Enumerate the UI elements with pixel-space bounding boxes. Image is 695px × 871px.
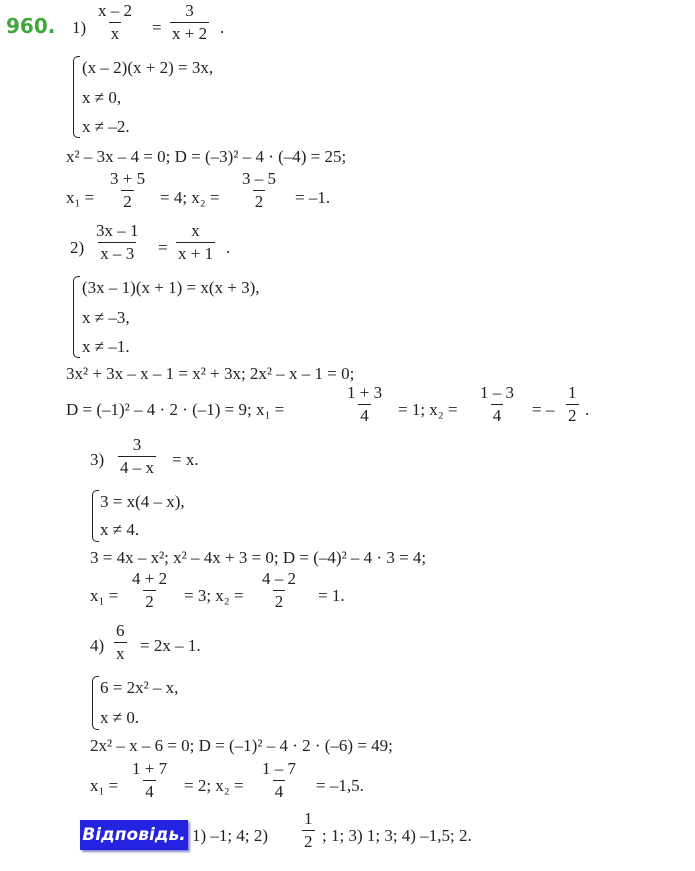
part2-line2: D = (–1)² – 4 · 2 · (–1) = 9; x₁ = xyxy=(66,400,285,419)
fraction-numerator: 1 xyxy=(304,809,313,828)
part2-system-line3: x ≠ –1. xyxy=(82,337,130,356)
fraction-denominator: x + 2 xyxy=(172,24,208,43)
fraction-numerator: 3 – 5 xyxy=(242,169,276,188)
part4-x2-fraction xyxy=(260,760,298,801)
part1-x1-result: = 4; x₂ = xyxy=(160,188,220,207)
answer-fraction xyxy=(302,810,315,851)
part4-eq-rhs: = 2x – 1. xyxy=(140,636,201,655)
part4-label: 4) xyxy=(90,636,105,655)
part4-x1-result: = 2; x₂ = xyxy=(184,776,244,795)
part3-eq-rhs: = x. xyxy=(172,450,199,469)
part1-label: 1) xyxy=(72,18,87,37)
fraction-denominator: x + 1 xyxy=(178,244,214,263)
part3-system-line1: 3 = x(4 – x), xyxy=(100,492,185,511)
fraction-numerator: 3 xyxy=(132,435,142,454)
period: . xyxy=(585,400,590,419)
fraction-numerator: 3 + 5 xyxy=(110,169,146,188)
fraction-numerator: 1 + 7 xyxy=(132,759,168,778)
equals-sign: = xyxy=(158,238,168,257)
fraction-denominator: x – 3 xyxy=(100,244,135,263)
fraction-denominator: 2 xyxy=(145,592,154,611)
answer-text: 1) –1; 4; 2) xyxy=(192,826,269,845)
part2-x2-result: = – xyxy=(532,400,555,419)
fraction-numerator: 1 xyxy=(568,383,577,402)
answer-rest: ; 1; 3) 1; 3; 4) –1,5; 2. xyxy=(322,826,472,845)
part1-system-line3: x ≠ –2. xyxy=(82,117,130,136)
part1-eq-lhs xyxy=(96,2,134,43)
part4-x2-result: = –1,5. xyxy=(316,776,364,795)
part4-system-line2: x ≠ 0. xyxy=(100,708,140,727)
fraction-denominator: 2 xyxy=(304,832,313,851)
part4-system-line1: 6 = 2x² – x, xyxy=(100,678,179,697)
fraction-numerator: 1 – 7 xyxy=(262,759,296,778)
part1-x1-label: x₁ = xyxy=(66,188,95,207)
system-brace xyxy=(73,276,80,358)
fraction-denominator: 4 xyxy=(492,406,502,425)
part1-system-line2: x ≠ 0, xyxy=(82,88,122,107)
part2-system-line2: x ≠ –3, xyxy=(82,308,130,327)
fraction-denominator: 2 xyxy=(568,406,577,425)
part2-x1-result: = 1; x₂ = xyxy=(398,400,458,419)
fraction-denominator: 2 xyxy=(123,192,132,211)
fraction-denominator: 4 xyxy=(274,782,284,801)
problem-number: 960. xyxy=(6,14,56,38)
part3-eq-lhs xyxy=(118,436,156,477)
part3-x1-label: x₁ = xyxy=(90,586,119,605)
fraction-denominator: 2 xyxy=(254,192,264,211)
part3-system-line2: x ≠ 4. xyxy=(100,520,140,539)
fraction-denominator: x xyxy=(116,644,125,663)
part2-label: 2) xyxy=(70,238,85,257)
part4-x1-label: x₁ = xyxy=(90,776,119,795)
system-brace xyxy=(92,676,99,730)
equals-sign: = xyxy=(152,18,162,37)
fraction-numerator: 3 xyxy=(185,1,194,20)
part1-x1-fraction xyxy=(108,170,147,211)
part1-x2-fraction xyxy=(240,170,278,211)
system-brace xyxy=(73,56,80,138)
fraction-numerator: 4 – 2 xyxy=(262,569,296,588)
fraction-numerator: 4 + 2 xyxy=(132,569,168,588)
part1-system-line1: (x – 2)(x + 2) = 3x, xyxy=(82,58,214,77)
part3-label: 3) xyxy=(90,450,105,469)
part4-line1: 2x² – x – 6 = 0; D = (–1)² – 4 · 2 · (–6) = 49; xyxy=(90,736,393,755)
part2-x2-final-fraction xyxy=(566,384,579,425)
part4-eq-lhs xyxy=(114,622,127,663)
part2-eq-rhs xyxy=(176,222,215,263)
part2-system-line1: (3x – 1)(x + 1) = x(x + 3), xyxy=(82,278,260,297)
fraction-denominator: 2 xyxy=(274,592,284,611)
fraction-numerator: 6 xyxy=(116,621,125,640)
part2-eq-lhs xyxy=(94,222,141,263)
part3-x2-result: = 1. xyxy=(318,586,345,605)
part1-eq-rhs xyxy=(170,2,209,43)
part3-x1-fraction xyxy=(130,570,169,611)
fraction-numerator: 1 – 3 xyxy=(480,383,514,402)
period: . xyxy=(220,18,225,37)
fraction-numerator: x – 2 xyxy=(98,1,132,20)
fraction-numerator: 1 + 3 xyxy=(347,383,383,402)
fraction-numerator: 3x – 1 xyxy=(96,221,139,240)
part4-x1-fraction xyxy=(130,760,169,801)
period: . xyxy=(226,238,231,257)
part2-x2-fraction xyxy=(478,384,516,425)
fraction-denominator: 4 – x xyxy=(120,458,154,477)
fraction-denominator: 4 xyxy=(360,406,369,425)
fraction-denominator: x xyxy=(110,24,120,43)
part1-x2-result: = –1. xyxy=(295,188,331,207)
part3-x2-fraction xyxy=(260,570,298,611)
fraction-denominator: 4 xyxy=(145,782,154,801)
answer-label: Відповідь. xyxy=(80,820,188,850)
part3-line1: 3 = 4x – x²; x² – 4x + 3 = 0; D = (–4)² – 4 · 3 = 4; xyxy=(90,548,427,567)
system-brace xyxy=(92,490,99,542)
part2-line1: 3x² + 3x – x – 1 = x² + 3x; 2x² – x – 1 = 0; xyxy=(66,364,355,383)
part2-x1-fraction xyxy=(345,384,384,425)
fraction-numerator: x xyxy=(191,221,200,240)
part1-line1: x² – 3x – 4 = 0; D = (–3)² – 4 · (–4) = 25; xyxy=(66,147,347,166)
part3-x1-result: = 3; x₂ = xyxy=(184,586,244,605)
